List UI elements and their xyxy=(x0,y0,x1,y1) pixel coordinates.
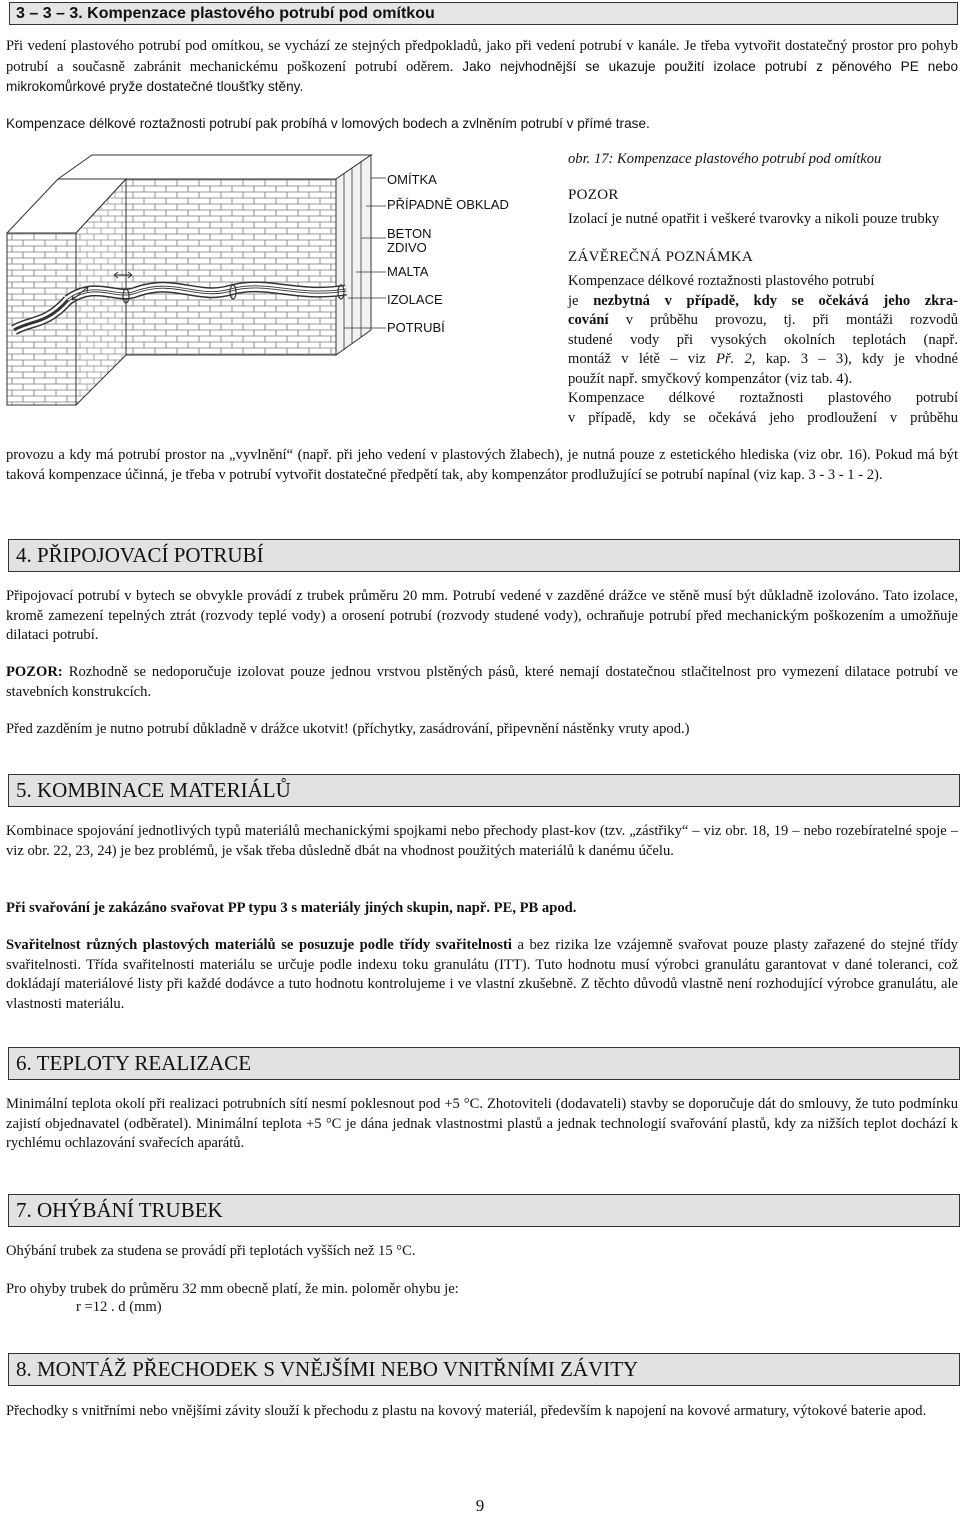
final-note-continuation: provozu a kdy má potrubí prostor na „vyvlnění“ (např. při jeho vedení v plastových žlabech), je nutná pouze z estetického hlediska (viz obr. 16). Pokud má být taková kompenzace účinná, je třeba v potrubí vytvořit dostatečné předpětí tak, aby kompenzátor prodlužující se potrubí napínal (viz kap. 3 - 3 - 1 - 2). xyxy=(6,447,958,483)
section-5-title: 5. KOMBINACE MATERIÁLŮ xyxy=(8,774,960,807)
final-note-heading: ZÁVĚREČNÁ POZNÁMKA xyxy=(568,248,753,265)
section-6-title: 6. TEPLOTY REALIZACE xyxy=(8,1047,960,1080)
label-malta: MALTA xyxy=(387,264,429,279)
section-5-paragraph-1: Kombinace spojování jednotlivých typů materiálů mechanickými spojkami nebo přechody plast-kov (tzv. „zástřiky“ – viz obr. 18, 19 – nebo rozebíratelné spoje – viz obr. 22, 23, 24) je bez problémů, je však třeba důsledně dbát na vhodnost použitých materiálů k danému účelu. xyxy=(6,823,958,859)
label-izolace: IZOLACE xyxy=(387,292,443,307)
label-potrubi: POTRUBÍ xyxy=(387,320,445,335)
final-note-line-8: v případě, kdy se očekává jeho prodloužení v průběhu xyxy=(568,409,958,426)
section-7-paragraph-1: Ohýbání trubek za studena se provádí při teplotách vyšších než 15 °C. xyxy=(6,1243,416,1259)
final-note-line-2: je nezbytná v případě, kdy se očekává jeho zkra- xyxy=(568,292,958,309)
section-6-paragraph-1: Minimální teplota okolí při realizaci potrubních sítí nesmí poklesnout pod +5 °C. Zhotoviteli (dodavateli) stavby se doporučuje dát do smlouvy, že tuto podmínku zajistí objednavatel (odběratel). Minimální teplota +5 °C je dána jednak vlastnostmi plastů a jednak technologií svařování plastů, kdy za nižších teplot dochází k rychlému ochlazování svařecích aparátů. xyxy=(6,1096,958,1151)
bend-radius-formula: r =12 . d (mm) xyxy=(76,1299,162,1315)
section-4-paragraph-1: Připojovací potrubí v bytech se obvykle provádí z trubek průměru 20 mm. Potrubí vedené v zazděné drážce ve stěně musí být důkladně izolováno. Tato izolace, kromě zamezení tepelných ztrát (rozvody teplé vody) a orosení potrubí (rozvody studené vody), ochraňuje potrubí před mechanickým poškozením a umožňuje dilataci potrubí. xyxy=(6,588,958,643)
final-note-line-6: použít např. smyčkový kompenzátor (viz tab. 4). xyxy=(568,370,853,387)
final-note-line-7: Kompenzace délkové roztažnosti plastového potrubí xyxy=(568,390,958,406)
final-note-line-5: montáž v létě – viz Př. 2, kap. 3 – 3), kdy je vhodné xyxy=(568,351,959,367)
label-omitka: OMÍTKA xyxy=(387,172,437,187)
section-8-paragraph-1: Přechodky s vnitřními nebo vnějšími závity slouží k přechodu z plastu na kovový materiál, především k napojení na kovové armatury, výtokové baterie apod. xyxy=(6,1403,927,1419)
section-7-title: 7. OHÝBÁNÍ TRUBEK xyxy=(8,1194,960,1227)
wall-edge xyxy=(336,155,371,355)
section-3-3-3-paragraph-2: Kompenzace délkové roztažnosti potrubí pak probíhá v lomových bodech a zvlněním potrubí v přímé trase. xyxy=(6,116,650,131)
section-3-3-3-title: 3 – 3 – 3. Kompenzace plastového potrubí pod omítkou xyxy=(9,2,958,25)
label-zdivo: ZDIVO xyxy=(387,240,427,255)
final-note-line-4: studené vody při vysokých okolních teplotách (např. xyxy=(568,331,958,348)
section-3-3-3-paragraph-1: Při vedení plastového potrubí pod omítkou, se vychází ze stejných předpokladů, jako při vedení potrubí v kanále. Je třeba vytvořit dostatečný prostor pro pohyb potrubí a současně zabránit mechanickému poškození potrubí oděrem. Jako nejvhodnější se ukazuje použití izolace potrubí z pěnového PE nebo mikrokomůrkové pryže dostatečné tloušťky stěny. xyxy=(6,38,959,94)
section-4-title: 4. PŘIPOJOVACÍ POTRUBÍ xyxy=(8,539,960,572)
back-wall-face xyxy=(126,179,336,355)
page-number: 9 xyxy=(475,1496,485,1515)
final-note-line-1: Kompenzace délkové roztažnosti plastového potrubí xyxy=(568,273,875,289)
section-7-paragraph-2: Pro ohyby trubek do průměru 32 mm obecně platí, že min. poloměr ohybu je: xyxy=(6,1281,459,1297)
figure-sidebar xyxy=(568,150,958,428)
pozor-heading: POZOR xyxy=(568,186,619,203)
label-beton: BETON xyxy=(387,226,432,241)
pozor-text: Izolací je nutné opatřit i veškeré tvarovky a nikoli pouze trubky xyxy=(568,211,940,227)
figure-caption: obr. 17: Kompenzace plastového potrubí pod omítkou xyxy=(568,151,882,167)
section-5-paragraph-3: Svařitelnost různých plastových materiálů se posuzuje podle třídy svařitelnosti a bez rizika lze vzájemně svařovat pouze plasty zařazené do stejné třídy svařitelnosti. Třída svařitelnosti materiálu se určuje podle indexu toku granulátu (ITT). Tuto hodnotu musí výrobci granulátu garantovat v dané toleranci, což dokládají materiálové listy při každé dodávce a tuto hodnotu kontrolujeme i ve vlastní zkušebně. Z těchto důvodů vlastně není rozhodující výrobce granulátu, ale vlastnosti materiálu. xyxy=(6,937,958,1012)
label-pripadne-obklad: PŘÍPADNĚ OBKLAD xyxy=(387,197,509,212)
section-4-pozor: POZOR: Rozhodně se nedoporučuje izolovat pouze jednou vrstvou plstěných pásů, které nemají dostatečnou stlačitelnost pro vymezení dilatace potrubí ve stavebních konstrukcích. xyxy=(6,664,958,700)
back-wall-top xyxy=(58,155,371,179)
section-4-paragraph-3: Před zazděním je nutno potrubí důkladně v drážce ukotvit! (příchytky, zasádrování, připevnění nástěnky vruty apod.) xyxy=(6,721,690,737)
section-5-paragraph-2: Při svařování je zakázáno svařovat PP typu 3 s materiály jiných skupin, např. PE, PB apod. xyxy=(6,900,577,916)
final-note-line-3: cování v průběhu provozu, tj. při montáži rozvodů xyxy=(568,312,958,328)
figure-17 xyxy=(6,150,546,410)
section-8-title: 8. MONTÁŽ PŘECHODEK S VNĚJŠÍMI NEBO VNITŘNÍMI ZÁVITY xyxy=(8,1353,960,1386)
wall-pipe-diagram xyxy=(6,150,546,410)
